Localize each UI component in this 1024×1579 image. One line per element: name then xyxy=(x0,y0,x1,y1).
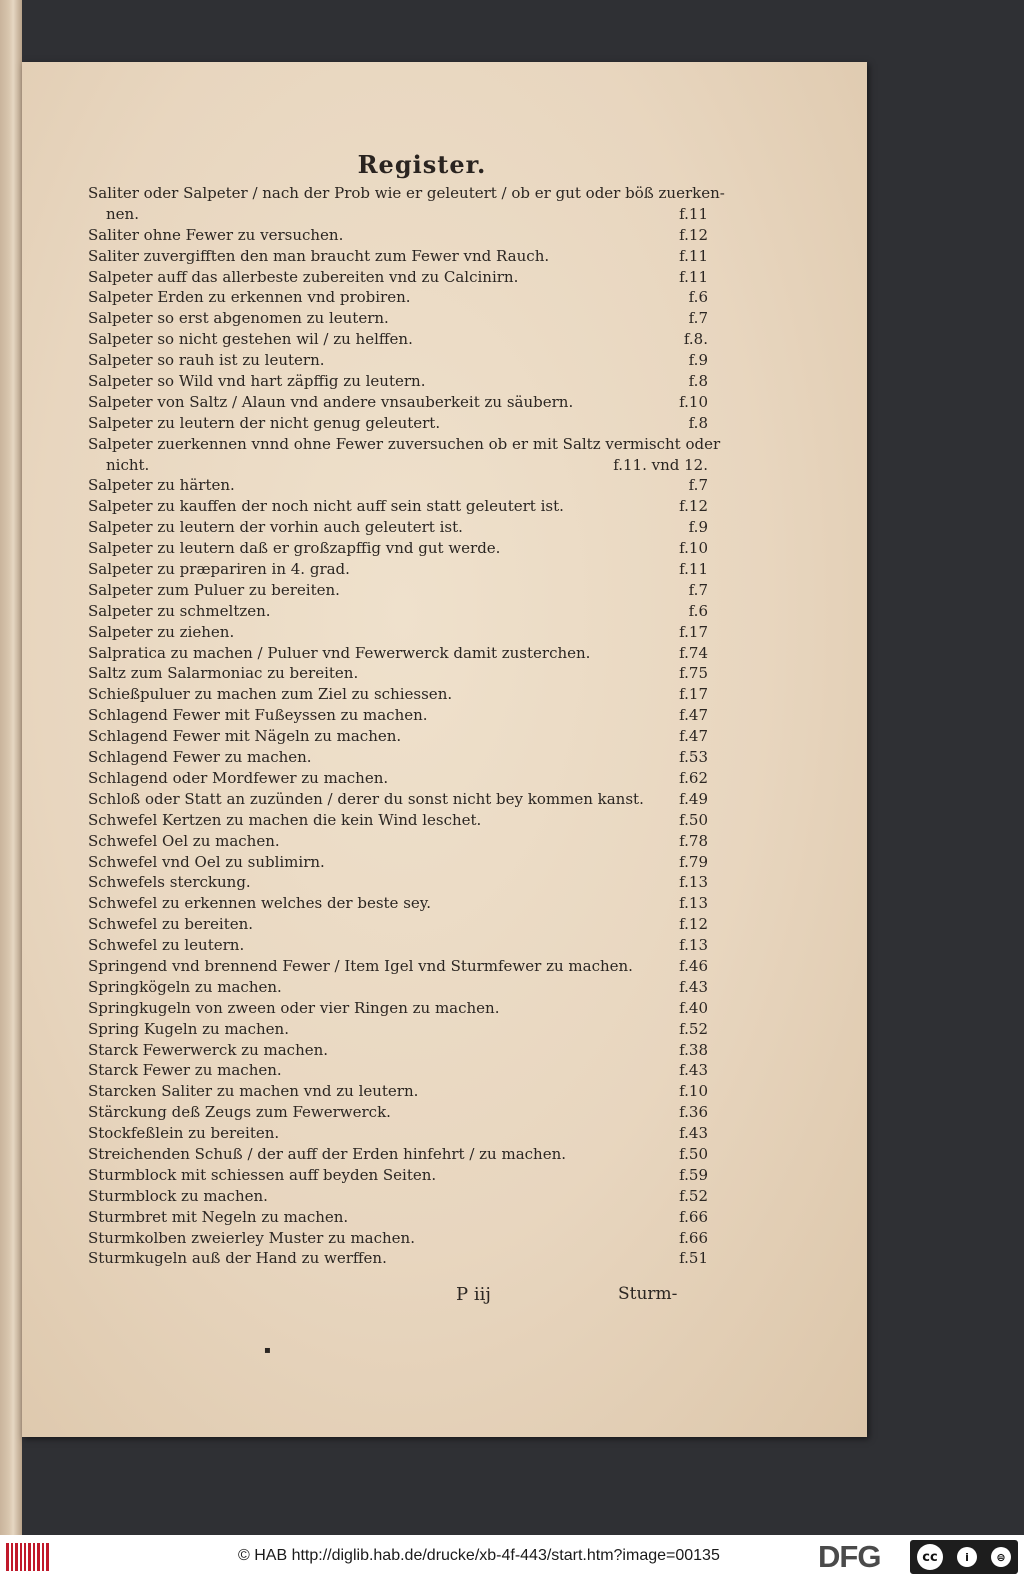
entry-folio: f.7 xyxy=(688,309,708,328)
entry-text: Schwefel zu leutern. xyxy=(88,936,245,955)
register-entry xyxy=(88,224,708,245)
entry-text: Salpeter zu kauffen der noch nicht auff sein statt geleutert ist. xyxy=(88,497,564,516)
entry-text: Salpeter zu leutern daß er großzapffig vnd gut werde. xyxy=(88,539,501,558)
register-entry xyxy=(88,516,708,537)
entry-text: Salpeter auff das allerbeste zubereiten vnd zu Calcinirn. xyxy=(88,267,519,286)
register-entry xyxy=(88,830,708,851)
register-entry xyxy=(88,558,708,579)
entry-folio: f.13 xyxy=(679,894,708,913)
entry-text: Schwefel Kertzen zu machen die kein Wind leschet. xyxy=(88,810,482,829)
entry-folio: f.50 xyxy=(679,810,708,829)
entry-folio: f.49 xyxy=(679,789,708,808)
entry-text: Starck Fewerwerck zu machen. xyxy=(88,1040,329,1059)
register-entry xyxy=(88,871,708,892)
entry-text: Salpeter so nicht gestehen wil / zu helffen. xyxy=(88,330,413,349)
register-entry xyxy=(88,537,708,558)
sa-icon: ⊜ xyxy=(991,1547,1011,1567)
entry-text: Salpeter zu härten. xyxy=(88,476,235,495)
register-entry xyxy=(88,1059,708,1080)
entry-text: Schwefels sterckung. xyxy=(88,873,251,892)
entry-text: Saltz zum Salarmoniac zu bereiten. xyxy=(88,664,359,683)
register-entry xyxy=(88,203,708,224)
register-entry xyxy=(88,746,708,767)
register-entry xyxy=(88,433,721,454)
entry-folio: f.10 xyxy=(679,539,708,558)
entry-folio: f.7 xyxy=(688,580,708,599)
register-entry xyxy=(88,391,708,412)
entry-folio: f.62 xyxy=(679,768,708,787)
register-entry xyxy=(88,725,708,746)
register-entry xyxy=(88,1039,708,1060)
entry-text: Streichenden Schuß / der auff der Erden hinfehrt / zu machen. xyxy=(88,1144,567,1163)
entry-folio: f.43 xyxy=(679,1061,708,1080)
entry-folio: f.17 xyxy=(679,685,708,704)
hab-logo-icon xyxy=(6,1543,49,1571)
register-entry xyxy=(88,245,708,266)
register-entry xyxy=(88,307,708,328)
entry-text: Starck Fewer zu machen. xyxy=(88,1061,282,1080)
register-entry xyxy=(88,851,708,872)
register-entry xyxy=(88,1122,708,1143)
register-entry xyxy=(88,767,708,788)
entry-text: Salpeter zu ziehen. xyxy=(88,622,235,641)
signature-mark: P iij xyxy=(456,1284,491,1305)
entry-text: Schlagend Fewer zu machen. xyxy=(88,748,312,767)
register-entry xyxy=(88,328,708,349)
register-entry xyxy=(88,266,708,287)
cc-icon: cc xyxy=(917,1544,943,1570)
entry-folio: f.78 xyxy=(679,831,708,850)
entry-text: Salpeter so Wild vnd hart zäpffig zu leutern. xyxy=(88,372,426,391)
register-entry xyxy=(88,1101,708,1122)
catchword: Sturm- xyxy=(618,1284,678,1304)
entry-text: Schlagend Fewer mit Fußeyssen zu machen. xyxy=(88,706,428,725)
page-title: Register. xyxy=(357,150,487,179)
entry-text: Springend vnd brennend Fewer / Item Igel vnd Sturmfewer zu machen. xyxy=(88,956,633,975)
source-link[interactable]: © HAB http://diglib.hab.de/drucke/xb-4f-443/start.htm?image=00135 xyxy=(238,1547,720,1564)
register-entry xyxy=(88,913,708,934)
register-entry xyxy=(88,454,708,475)
register-entry xyxy=(88,1227,708,1248)
entry-folio: f.11 xyxy=(679,246,708,265)
entry-folio: f.36 xyxy=(679,1103,708,1122)
entry-text: Schwefel Oel zu machen. xyxy=(88,831,280,850)
register-entry xyxy=(88,474,708,495)
register-entry xyxy=(88,182,725,203)
entry-folio: f.47 xyxy=(679,727,708,746)
entry-text: Stockfeßlein zu bereiten. xyxy=(88,1124,280,1143)
entry-folio: f.38 xyxy=(679,1040,708,1059)
entry-text: Sturmkugeln auß der Hand zu werffen. xyxy=(88,1249,387,1268)
entry-text: Sturmblock zu machen. xyxy=(88,1186,268,1205)
entry-folio: f.51 xyxy=(679,1249,708,1268)
register-entry xyxy=(88,1247,708,1268)
entry-text: Salpeter zuerkennen vnnd ohne Fewer zuversuchen ob er mit Saltz vermischt oder xyxy=(88,434,721,453)
entry-folio: f.50 xyxy=(679,1144,708,1163)
register-entry xyxy=(88,997,708,1018)
entry-folio: f.7 xyxy=(688,476,708,495)
entry-folio: f.17 xyxy=(679,622,708,641)
register-entry xyxy=(88,1164,708,1185)
entry-folio: f.12 xyxy=(679,225,708,244)
entry-text: Salpeter Erden zu erkennen vnd probiren. xyxy=(88,288,411,307)
entry-text: Saliter oder Salpeter / nach der Prob wie er geleutert / ob er gut oder böß zuerken- xyxy=(88,184,725,202)
entry-folio: f.10 xyxy=(679,1082,708,1101)
entry-text: Salpeter zu leutern der vorhin auch geleutert ist. xyxy=(88,518,463,537)
entry-text: Schlagend oder Mordfewer zu machen. xyxy=(88,768,389,787)
entry-folio: f.9 xyxy=(688,351,708,370)
register-entry xyxy=(88,1018,708,1039)
entry-folio: f.75 xyxy=(679,664,708,683)
entry-text: Sturmkolben zweierley Muster zu machen. xyxy=(88,1228,415,1247)
entry-folio: f.12 xyxy=(679,497,708,516)
entry-folio: f.6 xyxy=(688,601,708,620)
entry-text: Schwefel vnd Oel zu sublimirn. xyxy=(88,852,325,871)
register-entry xyxy=(88,370,708,391)
register-entry xyxy=(88,934,708,955)
register-entry xyxy=(88,892,708,913)
entry-folio: f.53 xyxy=(679,748,708,767)
entry-text: Starcken Saliter zu machen vnd zu leutern. xyxy=(88,1082,419,1101)
register-entry xyxy=(88,1185,708,1206)
entry-folio: f.43 xyxy=(679,1124,708,1143)
register-list xyxy=(88,182,725,1268)
register-entry xyxy=(88,1080,708,1101)
entry-folio: f.12 xyxy=(679,915,708,934)
entry-text: Salpeter so rauh ist zu leutern. xyxy=(88,351,325,370)
entry-folio: f.9 xyxy=(688,518,708,537)
register-entry xyxy=(88,976,708,997)
register-entry xyxy=(88,412,708,433)
register-entry xyxy=(88,788,708,809)
entry-folio: f.59 xyxy=(679,1165,708,1184)
entry-folio: f.74 xyxy=(679,643,708,662)
register-entry xyxy=(88,642,708,663)
cc-license-badge[interactable] xyxy=(910,1540,1018,1574)
dfg-logo: DFG xyxy=(818,1539,881,1574)
entry-text: Spring Kugeln zu machen. xyxy=(88,1019,289,1038)
entry-text: nen. xyxy=(106,204,139,223)
entry-text: Saliter ohne Fewer zu versuchen. xyxy=(88,225,344,244)
entry-text: Springkugeln von zween oder vier Ringen zu machen. xyxy=(88,998,500,1017)
register-entry xyxy=(88,349,708,370)
register-entry xyxy=(88,1143,708,1164)
document-page xyxy=(22,62,867,1437)
register-entry xyxy=(88,955,708,976)
entry-text: Salpratica zu machen / Puluer vnd Fewerwerck damit zusterchen. xyxy=(88,643,591,662)
entry-text: Salpeter zu leutern der nicht genug geleutert. xyxy=(88,413,441,432)
entry-text: Schloß oder Statt an zuzünden / derer du sonst nicht bey kommen kanst. xyxy=(88,789,644,808)
register-entry xyxy=(88,704,708,725)
entry-folio: f.13 xyxy=(679,936,708,955)
entry-folio: f.11 xyxy=(679,204,708,223)
entry-folio: f.6 xyxy=(688,288,708,307)
entry-text: Stärckung deß Zeugs zum Fewerwerck. xyxy=(88,1103,391,1122)
printer-mark: ▪ xyxy=(264,1345,271,1356)
entry-text: Springkögeln zu machen. xyxy=(88,977,282,996)
entry-text: Schießpuluer zu machen zum Ziel zu schiessen. xyxy=(88,685,453,704)
register-entry xyxy=(88,809,708,830)
entry-folio: f.47 xyxy=(679,706,708,725)
entry-folio: f.11 xyxy=(679,267,708,286)
entry-folio: f.11. vnd 12. xyxy=(613,455,708,474)
entry-text: Salpeter zu schmeltzen. xyxy=(88,601,271,620)
entry-folio: f.66 xyxy=(679,1228,708,1247)
entry-text: Sturmbret mit Negeln zu machen. xyxy=(88,1207,349,1226)
entry-folio: f.79 xyxy=(679,852,708,871)
register-entry xyxy=(88,1206,708,1227)
register-entry xyxy=(88,662,708,683)
register-entry xyxy=(88,286,708,307)
entry-folio: f.8 xyxy=(688,413,708,432)
entry-folio: f.52 xyxy=(679,1019,708,1038)
entry-text: Sturmblock mit schiessen auff beyden Seiten. xyxy=(88,1165,437,1184)
entry-folio: f.11 xyxy=(679,560,708,579)
register-entry xyxy=(88,683,708,704)
entry-folio: f.10 xyxy=(679,392,708,411)
book-edge xyxy=(0,0,22,1535)
entry-folio: f.46 xyxy=(679,956,708,975)
entry-folio: f.66 xyxy=(679,1207,708,1226)
entry-text: Saliter zuvergifften den man braucht zum Fewer vnd Rauch. xyxy=(88,246,550,265)
entry-text: Salpeter so erst abgenomen zu leutern. xyxy=(88,309,389,328)
by-icon: i xyxy=(957,1547,977,1567)
viewer-footer xyxy=(0,1535,1024,1579)
entry-folio: f.43 xyxy=(679,977,708,996)
entry-folio: f.8 xyxy=(688,372,708,391)
entry-text: Schwefel zu bereiten. xyxy=(88,915,254,934)
register-entry xyxy=(88,495,708,516)
entry-folio: f.13 xyxy=(679,873,708,892)
entry-text: Salpeter zum Puluer zu bereiten. xyxy=(88,580,340,599)
entry-folio: f.40 xyxy=(679,998,708,1017)
entry-text: Schwefel zu erkennen welches der beste sey. xyxy=(88,894,432,913)
register-entry xyxy=(88,579,708,600)
entry-text: Schlagend Fewer mit Nägeln zu machen. xyxy=(88,727,402,746)
entry-folio: f.52 xyxy=(679,1186,708,1205)
entry-text: nicht. xyxy=(106,455,150,474)
entry-text: Salpeter von Saltz / Alaun vnd andere vnsauberkeit zu säubern. xyxy=(88,392,574,411)
entry-folio: f.8. xyxy=(683,330,708,349)
register-entry xyxy=(88,600,708,621)
entry-text: Salpeter zu præpariren in 4. grad. xyxy=(88,560,350,579)
register-entry xyxy=(88,621,708,642)
